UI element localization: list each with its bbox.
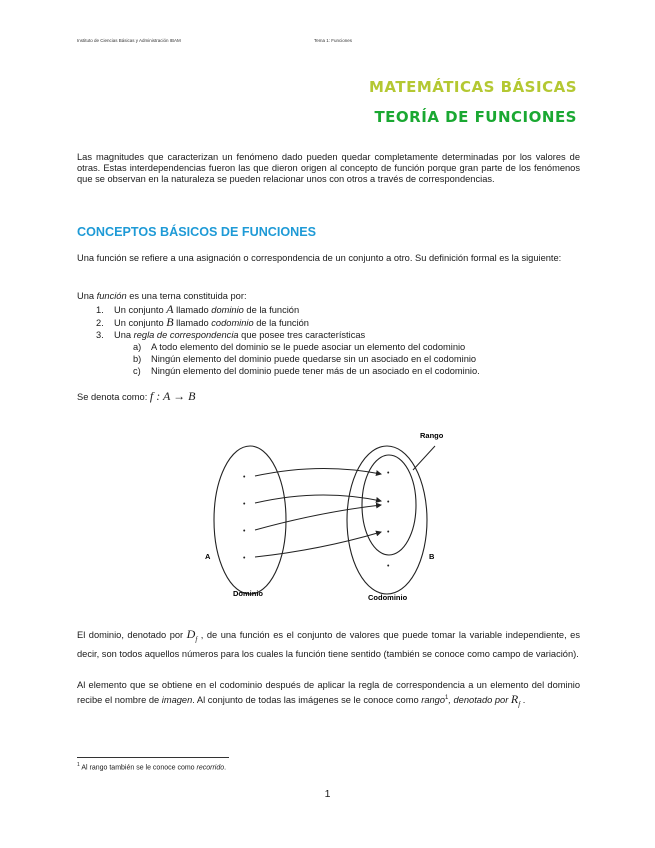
page-number: 1 [324,788,331,800]
definition-paragraph: Una función se refiere a una asignación o correspondencia de un conjunto a otro. Su definición formal es la siguiente: [77,253,562,263]
label-rango: Rango [420,431,444,440]
terna-term: función [96,291,127,301]
imagen-text: Al elemento que se obtiene en el codominio después de aplicar la regla de correspondencia a un elemento del dominio recibe el nombre de [77,680,580,705]
footnote-emphasis: recorrido [196,764,225,772]
rango-leader-line [413,446,435,470]
label-dominio: Dominio [233,589,263,598]
footnote [77,762,226,771]
list-item [96,330,365,341]
section-heading: CONCEPTOS BÁSICOS DE FUNCIONES [77,225,317,239]
range-dot: • [387,470,390,477]
list-number: 3. [96,330,104,340]
sublist-item [133,366,480,377]
dominio-paragraph [77,627,580,661]
function-diagram [195,422,465,610]
footnote-mark: 1 [445,694,449,701]
label-b: B [429,552,435,561]
domain-dot: • [243,501,246,508]
range-dot: • [387,529,390,536]
sublist-text: Ningún elemento del dominio puede quedarse sin un asociado en el codominio [151,354,477,364]
rango-emphasis: rango [421,694,445,705]
dominio-symbol: $D_f$ [186,627,198,644]
header-center: Tema 1: Funciones [314,38,353,43]
terna-line [77,291,247,302]
domain-dot: • [243,555,246,562]
math-symbol: B [166,315,174,329]
domain-ellipse [214,446,286,594]
dominio-text: El dominio, denotado por [77,630,187,640]
range-dot: • [387,499,390,506]
sublist-letter: a) [133,342,142,352]
label-codominio: Codominio [368,593,408,602]
mapping-arrow [255,468,381,476]
sublist-text: A todo elemento del dominio se le puede asociar un elemento del codominio [151,342,466,352]
mapping-arrow [255,532,381,557]
dominio-text: , de una función es el conjunto de valores que puede tomar la variable independiente, es decir, son todos aquellos números para los cuales la función tiene sentido (también se conoce como campo de variación). [77,630,581,659]
list-text: de la función [243,305,300,315]
list-emphasis: dominio [211,305,244,315]
codomain-dot: • [387,563,390,570]
domain-dot: • [243,474,246,481]
list-emphasis: regla de correspondencia [133,330,239,340]
list-text: Un conjunto [114,318,167,328]
imagen-text: . Al conjunto de todas las imágenes se le conoce como [192,694,422,705]
notation-text: Se denota como: [77,392,150,402]
domain-dot: • [243,528,246,535]
footnote-text: . [224,764,227,772]
list-text: Un conjunto [114,305,167,315]
notation-formula: f : A → B [149,389,196,403]
notation-line [77,391,195,403]
terna-prefix: Una [77,291,97,301]
sub-title: TEORÍA DE FUNCIONES [374,108,577,126]
header-left: Instituto de Ciencias Básicas y Administración IBAM [77,38,181,43]
list-text: llamado [173,305,212,315]
imagen-text: . [520,694,526,705]
imagen-text: , denotado por [448,694,511,705]
footnote-rule [77,757,229,758]
footnote-text: Al rango también se le conoce como [79,764,197,772]
list-item [96,317,309,329]
footnote-number: 1 [77,762,80,768]
list-text: de la función [253,318,309,328]
list-text: Una [114,330,134,340]
main-title: MATEMÁTICAS BÁSICAS [368,78,577,96]
list-number: 2. [96,318,104,328]
imagen-paragraph [77,679,580,710]
terna-suffix: es una terna constituida por: [126,291,247,301]
sublist-text: Ningún elemento del dominio puede tener más de un asociado en el codominio. [151,366,480,376]
list-item [96,304,299,316]
list-text: que posee tres características [238,330,366,340]
list-emphasis: codominio [211,318,254,328]
list-number: 1. [96,305,104,315]
rango-symbol: $R_f$ [510,691,521,708]
list-text: llamado [173,318,212,328]
intro-paragraph: Las magnitudes que caracterizan un fenómeno dado pueden quedar completamente determinadas por los valores de otras. Estas interdependencias fueron las que dieron origen al concepto de función porque gran parte de los fenómenos que se observan en la naturaleza se pueden relacionar unos con otros a través de correspondencias. [77,152,580,185]
imagen-emphasis: imagen [161,694,193,705]
sublist-letter: c) [133,366,141,376]
sublist-item [133,342,465,353]
sublist-letter: b) [133,354,142,364]
sublist-item [133,354,476,365]
label-a: A [205,552,211,561]
math-symbol: A [166,302,174,316]
